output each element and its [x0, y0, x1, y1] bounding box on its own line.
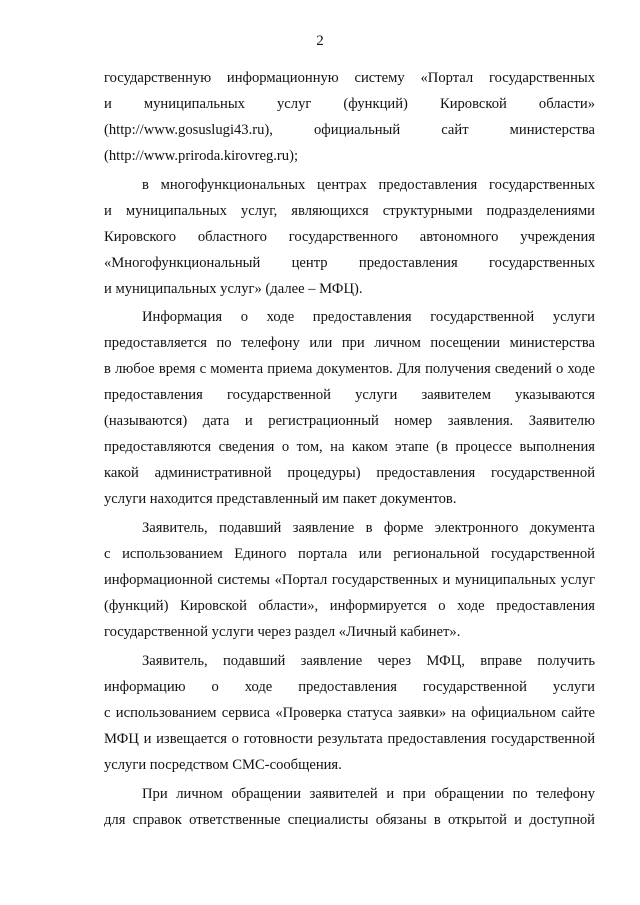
- text-line: предоставления государственной услуги заявителем указываются: [104, 387, 595, 403]
- text-line: государственной услуги через раздел «Личный кабинет».: [104, 624, 461, 640]
- text-line: государственную информационную систему «Портал государственных: [104, 70, 595, 86]
- text-line: услуги посредством СМС-сообщения.: [104, 757, 342, 773]
- text-line: информацию о ходе предоставления государственной услуги: [104, 679, 595, 695]
- text-line: При личном обращении заявителей и при обращении по телефону: [142, 786, 595, 802]
- text-line: (http://www.priroda.kirovreg.ru);: [104, 148, 298, 164]
- text-line: предоставляются сведения о том, на каком этапе (в процессе выполнения: [104, 439, 595, 455]
- text-line: какой административной процедуры) предоставления государственной: [104, 465, 595, 481]
- page-number: 2: [316, 33, 324, 49]
- text-line: Заявитель, подавший заявление через МФЦ, вправе получить: [142, 653, 595, 669]
- text-line: Заявитель, подавший заявление в форме электронного документа: [142, 520, 595, 536]
- text-line: (называются) дата и регистрационный номер заявления. Заявителю: [104, 413, 595, 429]
- text-line: и муниципальных услуг, являющихся структурными подразделениями: [104, 203, 595, 219]
- text-line: в многофункциональных центрах предоставления государственных: [142, 177, 595, 193]
- text-line: и муниципальных услуг» (далее – МФЦ).: [104, 281, 363, 297]
- text-line: информационной системы «Портал государственных и муниципальных услуг: [104, 572, 595, 588]
- text-line: с использованием Единого портала или региональной государственной: [104, 546, 595, 562]
- text-line: Информация о ходе предоставления государственной услуги: [142, 309, 595, 325]
- text-line: (функций) Кировской области», информируется о ходе предоставления: [104, 598, 595, 614]
- text-line: услуги находится представленный им пакет документов.: [104, 491, 457, 507]
- text-line: «Многофункциональный центр предоставления государственных: [104, 255, 595, 271]
- text-line: для справок ответственные специалисты обязаны в открытой и доступной: [104, 812, 595, 828]
- text-line: предоставляется по телефону или при личном посещении министерства: [104, 335, 595, 351]
- text-line: МФЦ и извещается о готовности результата предоставления государственной: [104, 731, 595, 747]
- text-line: и муниципальных услуг (функций) Кировской области»: [104, 96, 595, 112]
- text-line: Кировского областного государственного автономного учреждения: [104, 229, 595, 245]
- text-line: в любое время с момента приема документов. Для получения сведений о ходе: [104, 361, 595, 377]
- text-line: с использованием сервиса «Проверка статуса заявки» на официальном сайте: [104, 705, 595, 721]
- text-line: (http://www.gosuslugi43.ru), официальный сайт министерства: [104, 122, 595, 138]
